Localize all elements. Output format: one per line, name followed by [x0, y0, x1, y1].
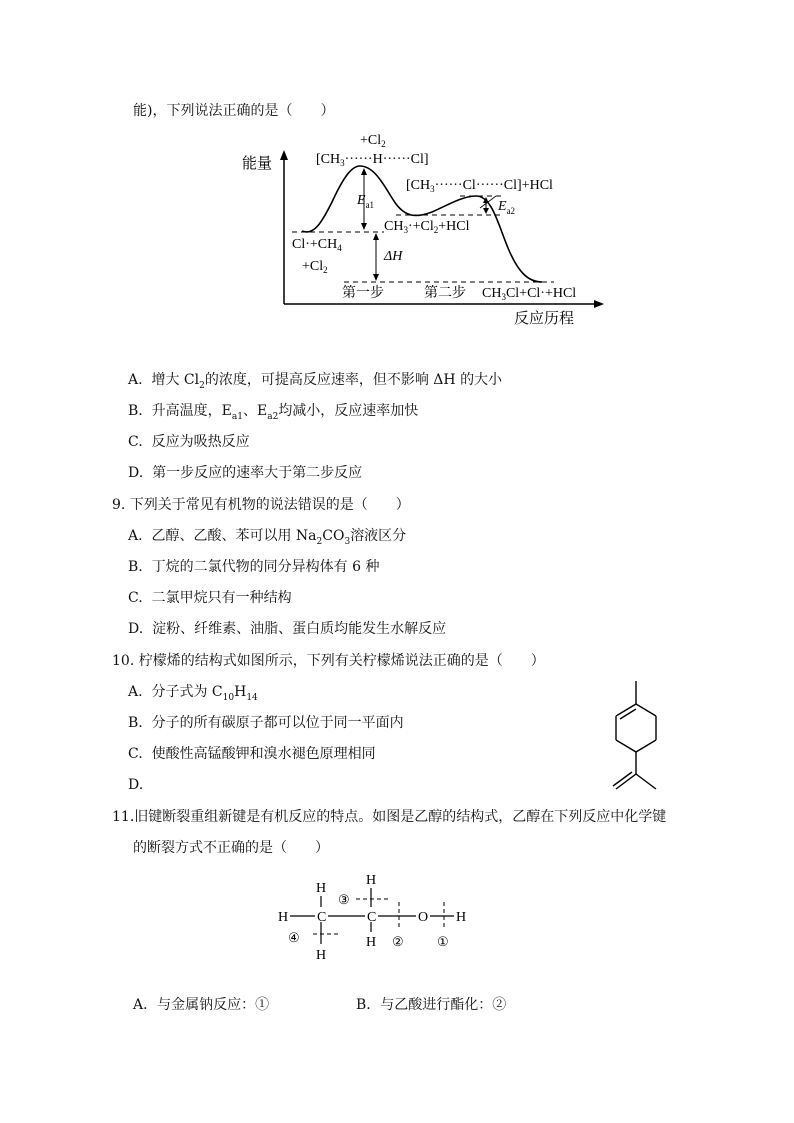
q8-stem-tail: 能)，下列说法正确的是（ ） — [133, 103, 335, 119]
atom-h-bottom-right: H — [366, 935, 377, 950]
q11-option-a: A．与金属钠反应：① — [133, 997, 270, 1013]
atom-h-bottom-left: H — [316, 948, 327, 963]
reactant-label: $Cl\cdot+CH_4$ — [292, 237, 342, 253]
intermediate-label: $CH_3\cdot+Cl_2+HCl$ — [384, 219, 470, 235]
axis-y-label: 能量 — [242, 156, 273, 172]
q10-stem: 10. 柠檬烯的结构式如图所示，下列有关柠檬烯说法正确的是（ ） — [112, 653, 545, 669]
q8-option-c: C. 反应为吸热反应 — [128, 434, 250, 450]
ts1-label: $[CH_3\cdot\cdot\cdot\cdot\cdot\cdot H\cdot\cdot\cdot\cdot\cdot\cdot Cl]$ — [316, 152, 429, 168]
q9-option-b: B. 丁烷的二氯代物的同分异构体有 6 种 — [128, 559, 380, 575]
reactant-cl2-label: $+Cl_2$ — [302, 259, 328, 275]
q9-stem: 9. 下列关于常见有机物的说法错误的是（ ） — [112, 497, 410, 513]
step2-label: 第二步 — [424, 286, 466, 301]
atom-h-top-left: H — [316, 881, 327, 896]
q8-option-a: A. 增大 $Cl_2$的浓度，可提高反应速率，但不影响 ΔH 的大小 — [128, 372, 503, 391]
q10-option-d: D. — [128, 777, 144, 793]
step1-label: 第一步 — [342, 286, 384, 301]
limonene-structure — [596, 676, 676, 798]
q10-option-b: B. 分子的所有碳原子都可以位于同一平面内 — [128, 715, 404, 731]
q9-option-c: C. 二氯甲烷只有一种结构 — [128, 590, 292, 606]
atom-c1: C — [317, 910, 327, 925]
q8-option-b: B. 升高温度，$E_{a1}$、$E_{a2}$均减小，反应速率加快 — [128, 403, 419, 422]
q8-option-d: D. 第一步反应的速率大于第二步反应 — [128, 465, 363, 481]
atom-o: O — [418, 910, 429, 925]
q9-option-d: D. 淀粉、纤维素、油脂、蛋白质均能发生水解反应 — [128, 621, 447, 637]
ethanol-structure — [270, 866, 480, 966]
mark-4: ④ — [288, 930, 300, 945]
mark-1: ① — [437, 934, 449, 949]
mark-3: ③ — [338, 892, 350, 907]
ts1-cl2-label: $+Cl_2$ — [360, 133, 386, 149]
atom-h-left: H — [278, 910, 289, 925]
ts2-label: $[CH_3\cdot\cdot\cdot\cdot\cdot\cdot Cl\cdot\cdot\cdot\cdot\cdot\cdot Cl]+HCl$ — [406, 178, 553, 194]
q11-stem-line2: 的断裂方式不正确的是（ ） — [133, 840, 329, 856]
ea2-label: $E_{a2}$ — [498, 199, 516, 216]
q10-option-c: C. 使酸性高锰酸钾和溴水褪色原理相同 — [128, 746, 376, 762]
atom-c2: C — [367, 910, 377, 925]
mark-2: ② — [392, 934, 404, 949]
ea1-label: $E_{a1}$ — [357, 193, 375, 210]
q10-option-a: A. 分子式为 $C_{10}H_{14}$ — [128, 684, 258, 703]
q11-option-b: B．与乙酸进行酯化：② — [356, 997, 507, 1013]
q9-option-a: A. 乙醇、乙酸、苯可以用 $Na_2CO_3$溶液区分 — [128, 528, 407, 547]
product-label: $CH_3Cl+Cl\cdot+HCl$ — [482, 286, 577, 302]
energy-diagram — [236, 124, 626, 334]
q11-stem-line1: 11.旧键断裂重组新键是有机反应的特点。如图是乙醇的结构式，乙醇在下列反应中化学键 — [112, 809, 667, 825]
axis-x-label: 反应历程 — [514, 311, 575, 327]
dh-label: ΔH — [384, 249, 403, 264]
atom-h-hydroxyl: H — [456, 910, 467, 925]
atom-h-top-right: H — [366, 873, 377, 888]
